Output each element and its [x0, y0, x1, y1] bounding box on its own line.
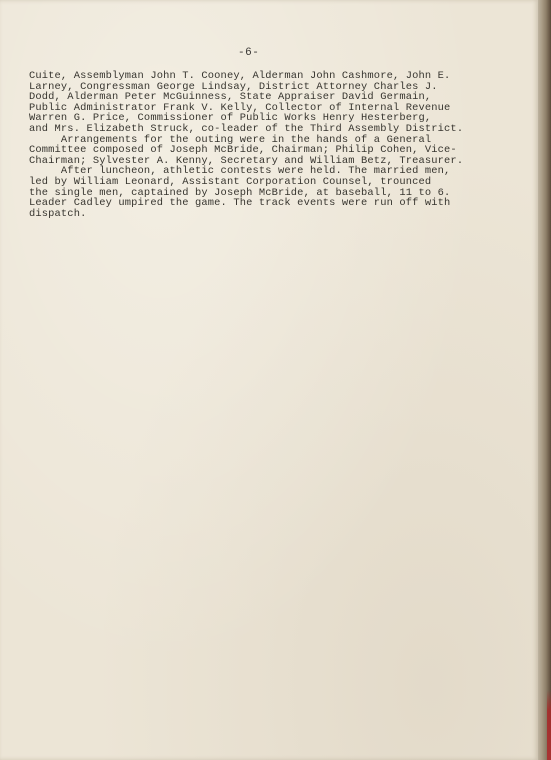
text-line: Warren G. Price, Commissioner of Public Works Henry Hesterberg, — [29, 112, 432, 125]
text-line: Cuite, Assemblyman John T. Cooney, Alderman John Cashmore, John E. — [29, 70, 451, 82]
text-line: the single men, captained by Joseph McBride, at baseball, 11 to 6. — [29, 186, 451, 199]
text-line: and Mrs. Elizabeth Struck, co-leader of the Third Assembly District. — [29, 122, 464, 135]
binding-edge-red — [547, 690, 551, 760]
text-line: Chairman; Sylvester A. Kenny, Secretary and William Betz, Treasurer. — [29, 154, 464, 167]
text-line: After luncheon, athletic contests were held. The married men, — [29, 165, 451, 178]
text-line: Dodd, Alderman Peter McGuinness, State Appraiser David Germain, — [29, 91, 432, 104]
text-line: Larney, Congressman George Lindsay, District Attorney Charles J. — [29, 80, 438, 93]
text-line: Public Administrator Frank V. Kelly, Collector of Internal Revenue — [29, 101, 451, 114]
text-line: Committee composed of Joseph McBride, Chairman; Philip Cohen, Vice- — [29, 144, 457, 157]
text-line: Leader Cadley umpired the game. The track events were run off with — [29, 197, 451, 210]
typewritten-body — [29, 71, 499, 219]
text-line: led by William Leonard, Assistant Corporation Counsel, trounced — [29, 175, 432, 188]
text-line: dispatch. — [29, 207, 87, 220]
text-line: Arrangements for the outing were in the hands of a General — [29, 133, 432, 146]
binding-edge — [538, 0, 551, 760]
page-number: -6- — [238, 47, 260, 59]
